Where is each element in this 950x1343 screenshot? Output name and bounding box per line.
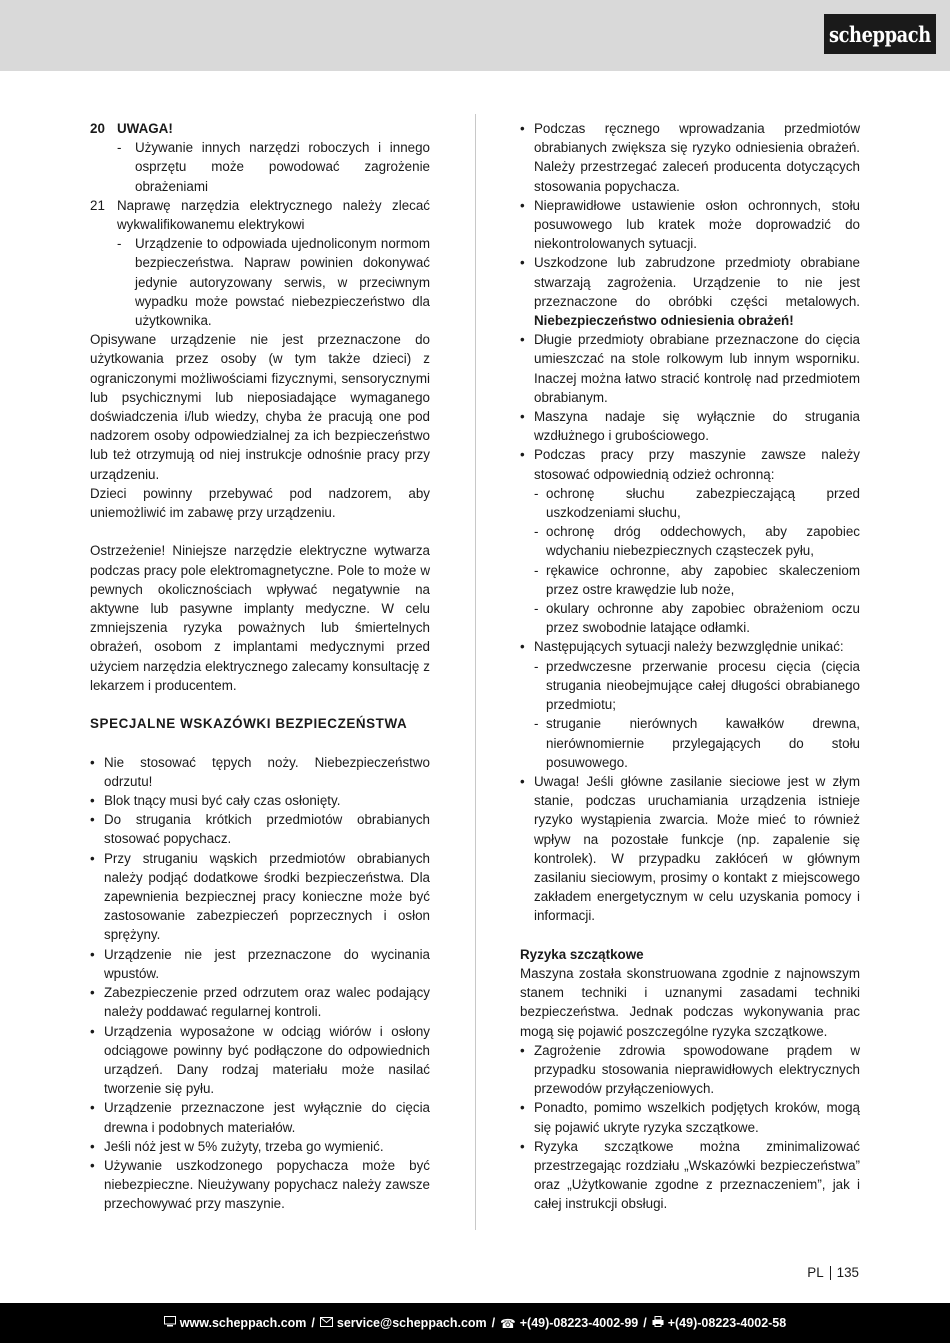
list-item: • Do strugania krótkich przedmiotów obrabianych stosować popychacz. (90, 810, 430, 848)
list-item-text: Ryzyka szczątkowe można zminimalizować przestrzegając rozdziału „Wskazówki bezpieczeństwa” oraz „Użytkowanie zgodne z przeznaczeniem”, jak i całej instrukcji obsługi. (534, 1138, 860, 1212)
brand-logo-text: scheppach (829, 21, 931, 47)
sub-list-item: - ochronę dróg oddechowych, aby zapobiec wdychaniu niebezpiecznych cząsteczek pyłu, (534, 522, 860, 560)
sub-list-item-text: okulary ochronne aby zapobiec obrażeniom oczu przez swobodnie latające odłamki. (546, 601, 860, 636)
list-item-text: Zagrożenie zdrowia spowodowane prądem w przypadku stosowania nieprawidłowych elektrycznych przewodów przyłączeniowych. (534, 1042, 860, 1097)
list-item: • Długie przedmioty obrabiane przeznaczone do cięcia umieszczać na stole rolkowym lub innym wsporniku. Inaczej można łatwo stracić kontrolę nad przedmiotem obrabianym. (520, 330, 860, 407)
sub-list-item-text: struganie nierównych kawałków drewna, nierównomiernie przylegających do stołu posuwowego. (546, 716, 860, 770)
list-item-text: Blok tnący musi być cały czas osłonięty. (104, 793, 341, 809)
item-number: 20 (90, 121, 105, 136)
dash-marker: - (117, 236, 122, 252)
dash-marker: - (117, 140, 122, 156)
list-item-text: Urządzenie przeznaczone jest wyłącznie do cięcia drewna i podobnych materiałów. (104, 1100, 430, 1135)
item-21 (90, 196, 430, 234)
sub-list-item: - ochronę słuchu zabezpieczającą przed uszkodzeniami słuchu, (534, 484, 860, 522)
item-20-sub (117, 138, 430, 196)
paragraph-children: Dzieci powinny przebywać pod nadzorem, aby uniemożliwić im zabawę przy urządzeniu. (90, 485, 430, 521)
avoid-situations-list (534, 657, 860, 772)
list-item: • Uwaga! Jeśli główne zasilanie sieciowe jest w złym stanie, podczas uruchamiania urządzenia istnieje ryzyko wystąpienia zwarcia. Może mieć to również wpływ na pozostałe funkcje (np. zapalenie się kontrolek). W przypadku zakłóceń w głównym zasilaniu sieciowym, prosimy o kontakt z miejscowego zakładem energetycznym w celu uzyskania pomocy i informacji. (520, 772, 860, 926)
footer-email[interactable]: service@scheppach.com (336, 1316, 487, 1330)
footer-phone[interactable]: +(49)-08223-4002-99 (519, 1316, 639, 1330)
list-item: • Podczas ręcznego wprowadzania przedmiotów obrabianych zwiększa się ryzyko odniesienia obrażeń. Należy przestrzegać zaleceń producenta dotyczących stosowania popychacza. (520, 119, 860, 196)
left-column (90, 119, 430, 1214)
language-code: PL (807, 1265, 824, 1280)
fax-icon (652, 1316, 664, 1330)
list-item-text: Urządzenia wyposażone w odciąg wiórów i osłony odciągowe powinny być podłączone do odpowiednich urządzeń. Dany rodzaj materiału może nasilać tworzenie się pyłu. (104, 1023, 430, 1097)
sub-list-item: - przedwczesne przerwanie procesu cięcia (cięcia strugania nieobejmujące całej długości obrabianego przedmiotu; (534, 657, 860, 715)
item-number: 21 (90, 197, 105, 213)
protective-gear-list (534, 484, 860, 638)
list-item: • Urządzenie przeznaczone jest wyłącznie do cięcia drewna i podobnych materiałów. (90, 1098, 430, 1136)
list-item-text: Urządzenie nie jest przeznaczone do wycinania wpustów. (104, 946, 430, 981)
list-item: • Następujących sytuacji należy bezwzględnie unikać: - przedwczesne przerwanie procesu cięcia (cięcia strugania nieobejmujące całej długości obrabianego przedmiotu; - struganie nierównych kawałków drewna, nierównomiernie przylegających do stołu posuwowego. (520, 637, 860, 771)
list-item-emphasis: Niebezpieczeństwo odniesienia obrażeń! (534, 313, 794, 329)
paragraph-warning-emf: Ostrzeżenie! Niniejsze narzędzie elektryczne wytwarza podczas pracy pole elektromagnetyczne. Pole to może w pewnych okolicznościach wpływać negatywnie na aktywne lub pasywne implanty medyczne. W celu zmniejszenia ryzyka poważnych lub śmiertelnych obrażeń, osobom z implantami medycznymi przed użyciem narzędzia elektrycznego zalecamy konsultację z lekarzem i producentem. (90, 543, 430, 693)
list-item-body (534, 445, 860, 637)
list-item-text: Następujących sytuacji należy bezwzględnie unikać: (534, 639, 844, 655)
sub-list-item-text: ochronę dróg oddechowych, aby zapobiec wdychaniu niebezpiecznych cząsteczek pyłu, (546, 524, 860, 559)
list-item: • Ryzyka szczątkowe można zminimalizować przestrzegając rozdziału „Wskazówki bezpieczeństwa” oraz „Użytkowanie zgodne z przeznaczeniem”, jak i całej instrukcji obsługi. (520, 1137, 860, 1214)
mail-icon (320, 1316, 333, 1330)
item-21-sub (117, 234, 430, 330)
list-item: • Zabezpieczenie przed odrzutem oraz walec podający należy poddawać regularnej kontroli. (90, 983, 430, 1021)
sub-list-item-text: przedwczesne przerwanie procesu cięcia (cięcia strugania nieobejmujące całej długości obrabianego przedmiotu; (546, 658, 860, 713)
sub-list-item: - okulary ochronne aby zapobiec obrażeniom oczu przez swobodnie latające odłamki. (534, 599, 860, 637)
list-item-text: Zabezpieczenie przed odrzutem oraz walec podający należy poddawać regularnej kontroli. (104, 985, 430, 1020)
list-item: • Zagrożenie zdrowia spowodowane prądem w przypadku stosowania nieprawidłowych elektrycznych przewodów przyłączeniowych. (520, 1041, 860, 1099)
special-safety-list (90, 753, 430, 1214)
list-item-text: Nieprawidłowe ustawienie osłon ochronnych, stołu posuwowego lub kratek może doprowadzić do niekontrolowanych sytuacji. (534, 197, 860, 252)
page-number-value: 135 (836, 1265, 859, 1280)
right-column (520, 119, 860, 1214)
footer-fax: +(49)-08223-4002-58 (667, 1316, 787, 1330)
list-item: • Uszkodzone lub zabrudzone przedmioty obrabiane stwarzają zagrożenia. Urządzenie to nie jest przeznaczone do obróbki części metalowych. Niebezpieczeństwo odniesienia obrażeń! (520, 253, 860, 330)
list-item-text: Używanie uszkodzonego popychacza może być niebezpieczne. Nieużywany popychacz należy zawsze przechowywać przy maszynie. (104, 1157, 430, 1212)
list-item-text: Nie stosować tępych noży. Niebezpieczeństwo odrzutu! (104, 754, 430, 789)
item-20 (90, 119, 430, 138)
residual-risks-intro: Maszyna została skonstruowana zgodnie z najnowszym stanem techniki i uznanymi zasadami techniki bezpieczeństwa. Jednak podczas wykonywania prac mogą się pojawić poszczególne ryzyka szczątkowe. (520, 965, 860, 1039)
list-item-text-part: Uszkodzone lub zabrudzone przedmioty obrabiane stwarzają zagrożenia. Urządzenie to nie jest przeznaczone do obróbki części metalowych. (534, 255, 860, 309)
footer-separator: / (491, 1316, 496, 1330)
list-item-body (534, 637, 860, 771)
list-item-text: Jeśli nóż jest w 5% zużyty, trzeba go wymienić. (104, 1138, 384, 1154)
list-item: • Nie stosować tępych noży. Niebezpieczeństwo odrzutu! (90, 753, 430, 791)
paragraph-usage: Opisywane urządzenie nie jest przeznaczone do użytkowania przez osoby (w tym także dzieci) z ograniczonymi możliwościami fizycznymi, sensorycznymi lub psychicznymi lub nieposiadające wymaganego doświadczenia i/lub wiedzy, chyba że pracują one pod nadzorem osoby odpowiedzialnej za ich bezpieczeństwo lub też otrzymują od niej instrukcje odnośnie pracy przy urządzeniu. (90, 332, 430, 482)
footer-separator: / (643, 1316, 647, 1330)
section-heading: SPECJALNE WSKAZÓWKI BEZPIECZEŃSTWA (90, 716, 408, 732)
residual-risks-heading: Ryzyka szczątkowe (520, 946, 644, 962)
phone-icon: ☎ (500, 1316, 516, 1331)
list-item: • Jeśli nóż jest w 5% zużyty, trzeba go wymienić. (90, 1137, 430, 1156)
list-item-text: Ponadto, pomimo wszelkich podjętych kroków, mogą się pojawić ukryte ryzyka szczątkowe. (534, 1100, 860, 1135)
list-item: • Ponadto, pomimo wszelkich podjętych kroków, mogą się pojawić ukryte ryzyka szczątkowe. (520, 1098, 860, 1136)
list-item: • Przy struganiu wąskich przedmiotów obrabianych należy podjąć dodatkowe środki bezpieczeństwa. Dla zapewnienia bezpiecznej pracy konieczne może być zastosowanie zabezpieczeń poprzecznych i osłon sprężyny. (90, 849, 430, 945)
sub-list-item-text: ochronę słuchu zabezpieczającą przed uszkodzeniami słuchu, (546, 485, 860, 521)
brand-logo (824, 14, 936, 54)
residual-risks-list (520, 1041, 860, 1214)
page-number (807, 1265, 859, 1280)
page-footer (0, 1303, 950, 1343)
list-item: • Maszyna nadaje się wyłącznie do strugania wzdłużnego i grubościowego. (520, 407, 860, 445)
list-item-text (534, 253, 860, 330)
footer-separator: / (311, 1316, 315, 1330)
item-sub-text: Używanie innych narzędzi roboczych i innego osprzętu może powodować zagrożenie obrażeniami (135, 140, 430, 194)
list-item-text: Do strugania krótkich przedmiotów obrabianych stosować popychacz. (104, 812, 430, 847)
monitor-icon (164, 1316, 176, 1330)
page-number-separator (830, 1266, 831, 1280)
column-divider (475, 114, 476, 1230)
list-item: • Nieprawidłowe ustawienie osłon ochronnych, stołu posuwowego lub kratek może doprowadzić do niekontrolowanych sytuacji. (520, 196, 860, 254)
list-item: • Podczas pracy przy maszynie zawsze należy stosować odpowiednią odzież ochronną: - ochronę słuchu zabezpieczającą przed uszkodzeniami słuchu, - ochronę dróg oddechowych, aby zapobiec wdychaniu niebezpiecznych cząsteczek pyłu, - rękawice ochronne, aby zapobiec skaleczeniom przez ostre krawędzie lub noże, - okulary ochronne aby zapobiec obrażeniom oczu przez swobodnie latające odłamki. (520, 445, 860, 637)
list-item-text: Przy struganiu wąskich przedmiotów obrabianych należy podjąć dodatkowe środki bezpieczeństwa. Dla zapewnienia bezpiecznej pracy konieczne może być zastosowanie zabezpieczeń poprzecznych i osłon sprężyny. (104, 850, 430, 943)
sub-list-item: - rękawice ochronne, aby zapobiec skaleczeniom przez ostre krawędzie lub noże, (534, 561, 860, 599)
list-item: • Urządzenie nie jest przeznaczone do wycinania wpustów. (90, 945, 430, 983)
list-item-text: Maszyna nadaje się wyłącznie do strugania wzdłużnego i grubościowego. (534, 409, 860, 444)
footer-website[interactable]: www.scheppach.com (179, 1316, 307, 1330)
item-sub-text: Urządzenie to odpowiada ujednoliconym normom bezpieczeństwa. Napraw powinien dokonywać jedynie autoryzowany serwis, w przeciwnym wypadku może powstać niebezpieczeństwo dla użytkownika. (135, 236, 430, 329)
list-item-text: Długie przedmioty obrabiane przeznaczone do cięcia umieszczać na stole rolkowym lub innym wsporniku. Inaczej można łatwo stracić kontrolę nad przedmiotem obrabianym. (534, 332, 860, 405)
page-header (0, 0, 950, 71)
list-item: • Urządzenia wyposażone w odciąg wiórów i osłony odciągowe powinny być podłączone do odpowiednich urządzeń. Dany rodzaj materiału może nasilać tworzenie się pyłu. (90, 1022, 430, 1099)
safety-list-continued (520, 119, 860, 926)
list-item: • Używanie uszkodzonego popychacza może być niebezpieczne. Nieużywany popychacz należy zawsze przechowywać przy maszynie. (90, 1156, 430, 1214)
list-item-text: Uwaga! Jeśli główne zasilanie sieciowe jest w złym stanie, podczas uruchamiania urządzenia istnieje ryzyko wystąpienia zwarcia. Może mieć to również wpływ na pozostałe funkcje (np. zapalenie się kontrolek). W przypadku zakłóceń w głównym zasilaniu sieciowym, prosimy o kontakt z miejscowego zakładem energetycznym w celu uzyskania pomocy i informacji. (534, 773, 860, 924)
item-title: Naprawę narzędzia elektrycznego należy zlecać wykwalifikowanemu elektrykowi (117, 197, 430, 233)
list-item-text: Podczas pracy przy maszynie zawsze należy stosować odpowiednią odzież ochronną: (534, 447, 860, 482)
list-item-text: Podczas ręcznego wprowadzania przedmiotów obrabianych zwiększa się ryzyko odniesienia obrażeń. Należy przestrzegać zaleceń producenta dotyczących stosowania popychacza. (534, 121, 860, 194)
sub-list-item: - struganie nierównych kawałków drewna, nierównomiernie przylegających do stołu posuwowego. (534, 714, 860, 772)
item-title: UWAGA! (117, 121, 173, 136)
list-item: • Blok tnący musi być cały czas osłonięty. (90, 791, 430, 810)
sub-list-item-text: rękawice ochronne, aby zapobiec skaleczeniom przez ostre krawędzie lub noże, (546, 562, 860, 597)
